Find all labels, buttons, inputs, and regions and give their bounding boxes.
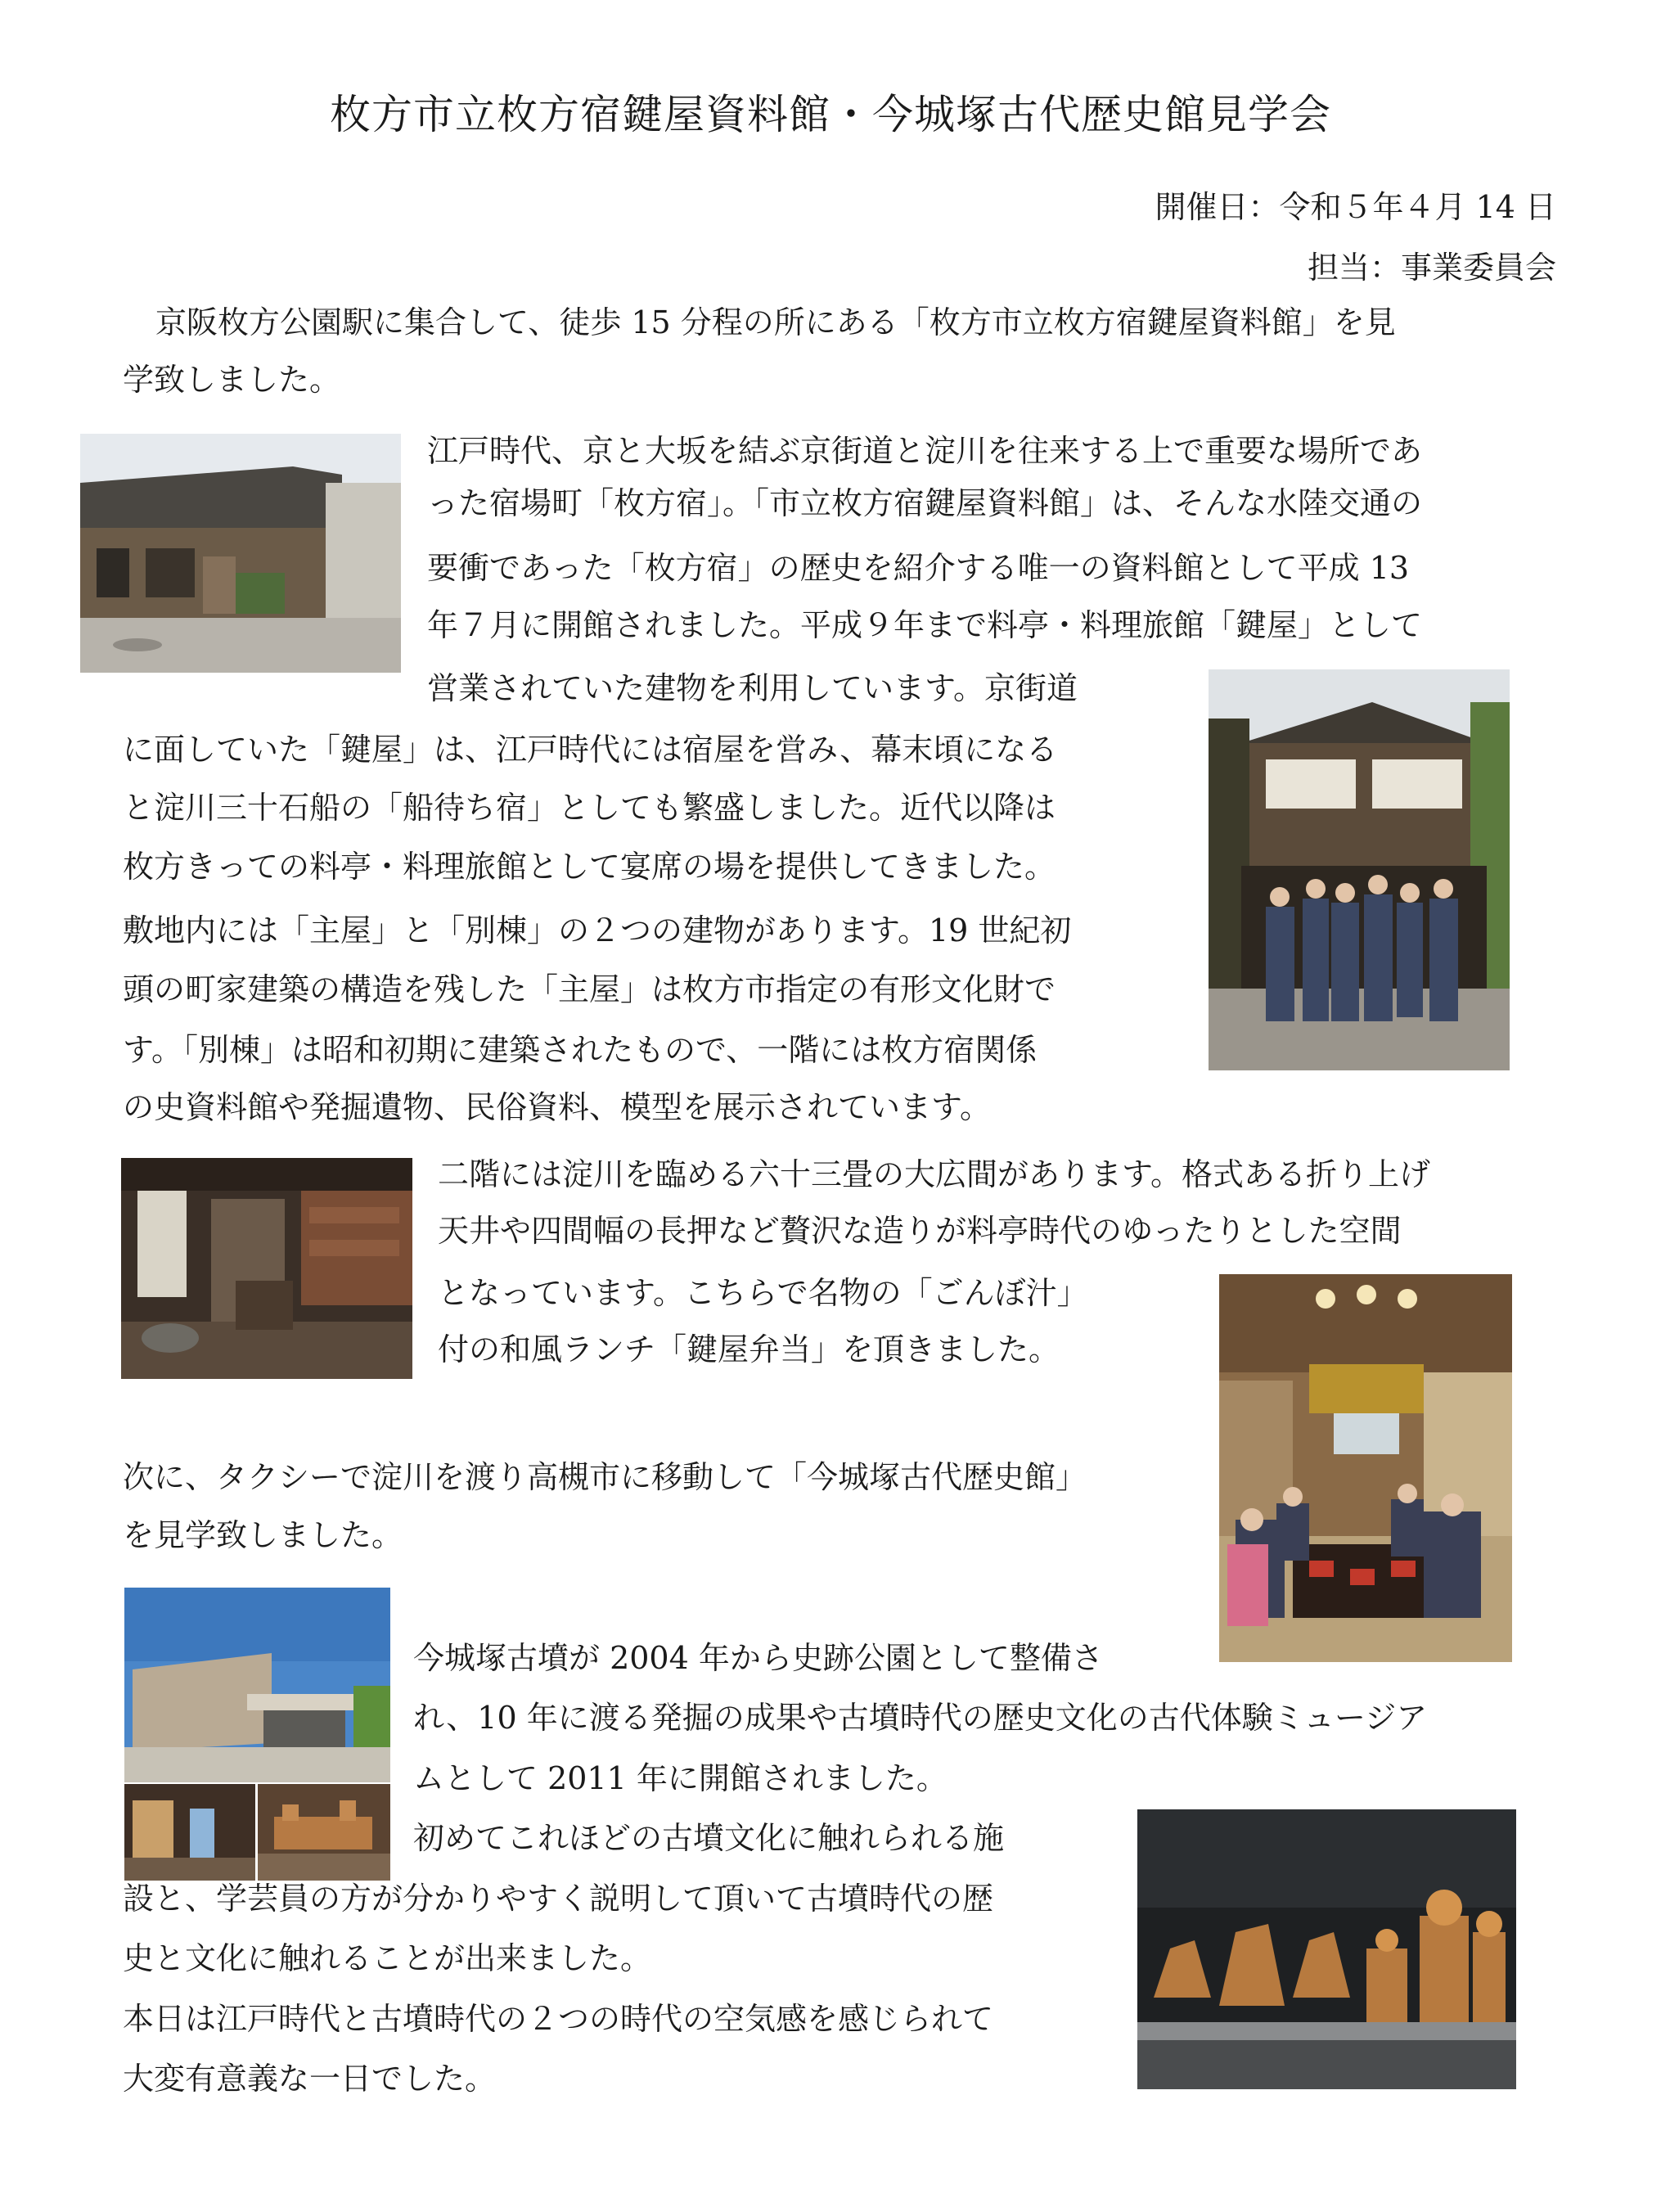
organizer: 担当：事業委員会 [1307,250,1556,286]
paragraph-line: の史資料館や発掘遺物、民俗資料、模型を展示されています。 [123,1089,991,1125]
paragraph-line: 設と、学芸員の方が分かりやすく説明して頂いて古墳時代の歴 [123,1881,994,1917]
paragraph-line: 学致しました。 [123,362,341,398]
paragraph-line: 初めてこれほどの古墳文化に触れられる施 [413,1820,1005,1856]
paragraph-line: す。「別棟」は昭和初期に建築されたもので、一階には枚方宿関係 [123,1032,1038,1068]
group-photo-kagiya [1209,669,1510,1070]
paragraph-line: と淀川三十石船の「船待ち宿」としても繁盛しました。近代以降は [123,790,1056,826]
banquet-lunch-photo [1219,1274,1512,1662]
museum-interior-thumbnail [124,1784,255,1881]
page-title: 枚方市立枚方宿鍵屋資料館・今城塚古代歴史館見学会 [330,91,1331,138]
kagiya-exterior-photo [80,434,401,673]
paragraph-line: 要衝であった「枚方宿」の歴史を紹介する唯一の資料館として平成 13 [427,550,1410,586]
paragraph-line: 今城塚古墳が 2004 年から史跡公園として整備さ [413,1640,1103,1676]
paragraph-line: 京阪枚方公園駅に集合して、徒歩 15 分程の所にある「枚方市立枚方宿鍵屋資料館」を見 [155,304,1396,340]
paragraph-line: った宿場町「枚方宿」。「市立枚方宿鍵屋資料館」は、そんな水陸交通の [427,485,1423,521]
paragraph-line: ムとして 2011 年に開館されました。 [413,1760,948,1796]
haniwa-exhibition-photo [1137,1809,1516,2089]
haniwa-display-thumbnail [258,1784,390,1881]
paragraph-line: 頭の町家建築の構造を残した「主屋」は枚方市指定の有形文化財で [123,971,1056,1007]
paragraph-line: 枚方きっての料亭・料理旅館として宴席の場を提供してきました。 [123,849,1056,885]
event-date: 開催日：令和５年４月 14 日 [1155,189,1556,225]
paragraph-line: 次に、タクシーで淀川を渡り高槻市に移動して「今城塚古代歴史館」 [123,1459,1087,1495]
paragraph-line: 史と文化に触れることが出来ました。 [123,1940,652,1976]
paragraph-line: れ、10 年に渡る発掘の成果や古墳時代の歴史文化の古代体験ミュージア [413,1700,1428,1736]
paragraph-line: 年７月に開館されました。平成９年まで料亭・料理旅館「鍵屋」として [427,607,1423,643]
paragraph-line: 本日は江戸時代と古墳時代の２つの時代の空気感を感じられて [123,2001,994,2037]
paragraph-line: となっています。こちらで名物の「ごんぼ汁」 [438,1275,1088,1311]
paragraph-line: 敷地内には「主屋」と「別棟」の２つの建物があります。19 世紀初 [123,912,1072,948]
paragraph-line: 江戸時代、京と大坂を結ぶ京街道と淀川を往来する上で重要な場所であ [427,433,1423,469]
paragraph-line: を見学致しました。 [123,1517,403,1553]
paragraph-line: 付の和風ランチ「鍵屋弁当」を頂きました。 [438,1331,1060,1367]
paragraph-line: 二階には淀川を臨める六十三畳の大広間があります。格式ある折り上げ [438,1156,1430,1192]
kagiya-interior-photo [121,1158,412,1379]
paragraph-line: に面していた「鍵屋」は、江戸時代には宿屋を営み、幕末頃になる [123,732,1058,768]
paragraph-line: 営業されていた建物を利用しています。京街道 [427,670,1078,706]
paragraph-line: 大変有意義な一日でした。 [123,2061,497,2097]
paragraph-line: 天井や四間幅の長押など贅沢な造りが料亭時代のゆったりとした空間 [438,1213,1402,1249]
museum-exterior-photo [124,1588,390,1782]
